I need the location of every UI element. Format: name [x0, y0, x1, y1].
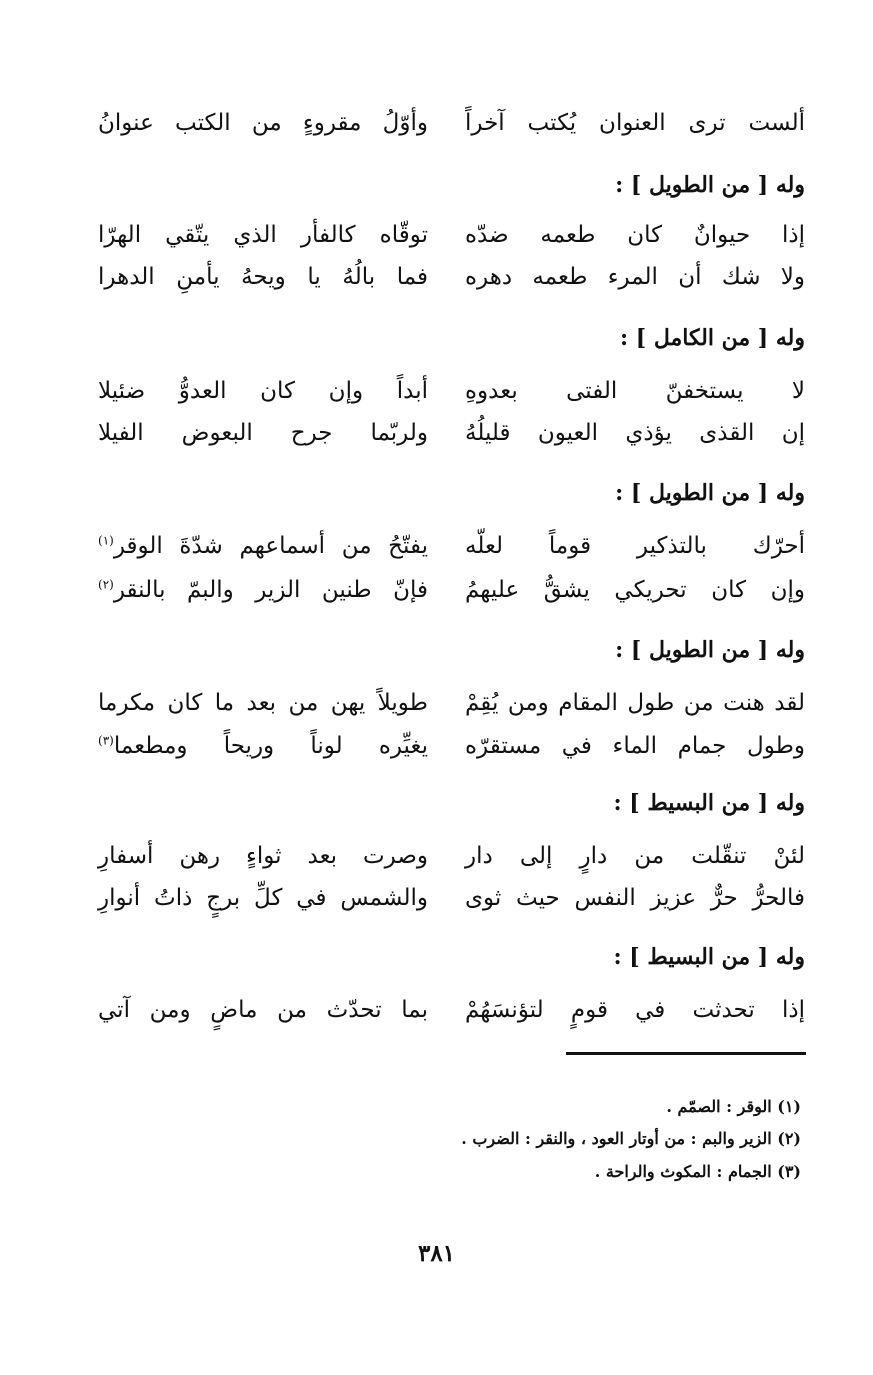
verse-left-hemistich: ولربّما جرح البعوض الفيلا	[98, 420, 428, 446]
meter-heading: وله [ من الطويل ] :	[615, 637, 805, 663]
verse-right-hemistich: ألست ترى العنوان يُكتب آخراً	[465, 110, 805, 136]
verse-right-hemistich: لئنْ تنقّلت من دارٍ إلى دار	[465, 843, 805, 869]
verse-left-hemistich: طويلاً يهن من بعد ما كان مكرما	[98, 690, 428, 716]
meter-heading: وله [ من البسيط ] :	[613, 790, 805, 816]
page-number: ٣٨١	[417, 1240, 456, 1267]
verse-right-hemistich: إذا تحدثت في قومٍ لتؤنسَهُمْ	[465, 997, 805, 1023]
verse-left-hemistich: وأوّلُ مقروءٍ من الكتب عنوانُ	[98, 110, 428, 136]
footnote-marker: (٣)	[98, 733, 114, 748]
verse-left-hemistich: بما تحدّث من ماضٍ ومن آتي	[98, 997, 428, 1023]
footnote-separator	[566, 1052, 806, 1055]
verse-right-hemistich: لقد هنت من طول المقام ومن يُقِمْ	[465, 690, 805, 716]
verse-left-hemistich: أبداً وإن كان العدوُّ ضئيلا	[98, 378, 428, 404]
verse-text: يغيِّره لوناً وريحاً ومطعما	[113, 733, 428, 759]
verse-left-hemistich	[98, 577, 428, 603]
verse-right-hemistich: إذا حيوانٌ كان طعمه ضدّه	[465, 222, 805, 248]
meter-heading: وله [ من الطويل ] :	[615, 172, 805, 198]
verse-right-hemistich: لا يستخفنّ الفتى بعدوهِ	[465, 378, 805, 404]
verse-text: يفتّحُ من أسماعهم شدّةَ الوقر	[113, 533, 428, 559]
footnote-marker: (٢)	[98, 577, 114, 592]
footnote-marker: (١)	[98, 533, 114, 548]
meter-heading: وله [ من البسيط ] :	[613, 944, 805, 970]
footnote: (٣) الجمام : المكوث والراحة .	[594, 1162, 801, 1181]
meter-heading: وله [ من الكامل ] :	[619, 325, 805, 351]
verse-left-hemistich: وصرت بعد ثواءٍ رهن أسفارِ	[98, 843, 428, 869]
verse-left-hemistich	[98, 733, 428, 759]
verse-right-hemistich: أحرّك بالتذكير قوماً لعلّه	[465, 533, 805, 559]
verse-left-hemistich: والشمس في كلِّ برجٍ ذاتُ أنوارِ	[98, 885, 428, 911]
verse-right-hemistich: ولا شك أن المرء طعمه دهره	[465, 264, 805, 290]
verse-right-hemistich: فالحرُّ حرٌّ عزيز النفس حيث ثوى	[465, 885, 805, 911]
verse-right-hemistich: وطول جمام الماء في مستقرّه	[465, 733, 805, 759]
meter-heading: وله [ من الطويل ] :	[615, 480, 805, 506]
verse-left-hemistich: توقّاه كالفأر الذي يتّقي الهرّا	[98, 222, 428, 248]
verse-left-hemistich: فما بالُهُ يا ويحهُ يأمنِ الدهرا	[98, 264, 428, 290]
verse-right-hemistich: إن القذى يؤذي العيون قليلُهُ	[465, 420, 805, 446]
footnote: (١) الوقر : الصمّم .	[666, 1097, 801, 1116]
verse-right-hemistich: وإن كان تحريكي يشقُّ عليهمُ	[465, 577, 805, 603]
verse-text: فإنّ طنين الزير والبمّ بالنقر	[113, 577, 428, 603]
footnote: (٢) الزير والبم : من أوتار العود ، والنقر : الضرب .	[461, 1129, 801, 1148]
verse-left-hemistich	[98, 533, 428, 559]
